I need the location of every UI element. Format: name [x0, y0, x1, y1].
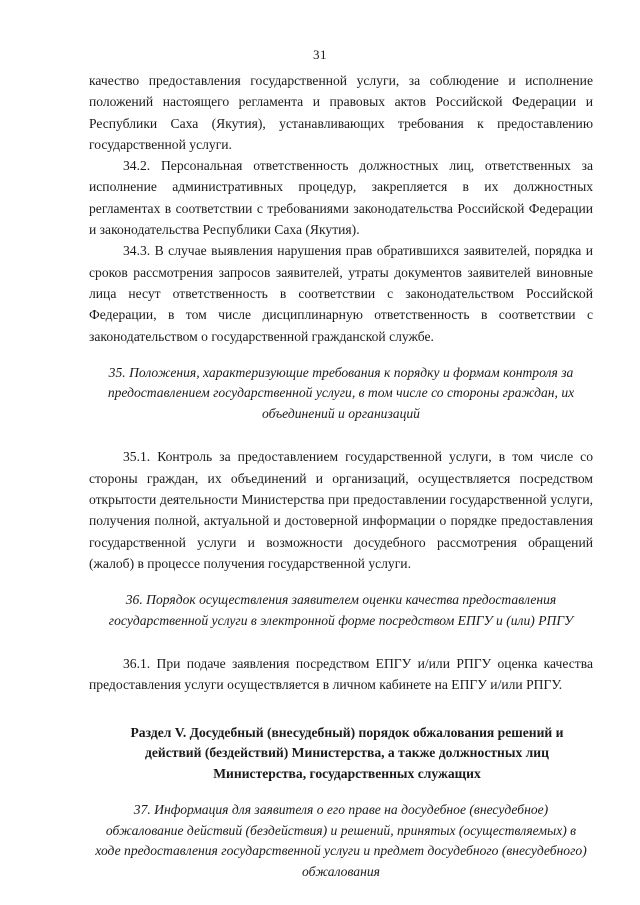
heading-37: 37. Информация для заявителя о его праве на досудебное (внесудебное) обжалование действий (бездействия) и решений, принятых (осуществляемых) в ходе предоставления государственной услуги и предмет досудебного (внесудебного) обжалования — [95, 802, 587, 879]
page-number: 31 — [313, 47, 327, 62]
paragraph-36-1: 36.1. При подаче заявления посредством ЕПГУ и/или РПГУ оценка качества предоставления услуги осуществляется в личном кабинете на ЕПГУ и/или РПГУ. — [89, 656, 593, 693]
paragraph-34-3: 34.3. В случае выявления нарушения прав обратившихся заявителей, порядка и сроков рассмотрения запросов заявителей, утраты документов заявителей виновные лица несут ответственность в соответствии с законодательством Российской Федерации, в том числе дисциплинарную ответственность в соответствии с законодательством о государственной гражданской службе. — [89, 243, 593, 344]
heading-35: 35. Положения, характеризующие требования к порядку и формам контроля за предоставлением государственной услуги, в том числе со стороны граждан, их объединений и организаций — [107, 364, 575, 421]
paragraph-35-1: 35.1. Контроль за предоставлением государственной услуги, в том числе со стороны граждан, их объединений и организаций, осуществляется посредством открытости деятельности Министерства при предоставлении государственной услуги, получения полной, актуальной и достоверной информации о порядке предоставления государственной услуги и возможности досудебного рассмотрения обращений (жалоб) в процессе получения государственной услуги. — [89, 449, 593, 571]
paragraph-continuation: качество предоставления государственной услуги, за соблюдение и исполнение положений настоящего регламента и правовых актов Российской Федерации и Республики Саха (Якутия), устанавливающих требования к предоставлению государственной услуги. — [89, 73, 593, 152]
document-body — [89, 70, 593, 882]
paragraph-34-2: 34.2. Персональная ответственность должностных лиц, ответственных за исполнение административных процедур, закрепляется в их должностных регламентах в соответствии с требованиями законодательства Российской Федерации и законодательства Республики Саха (Якутия). — [89, 158, 593, 238]
section-5-heading: Раздел V. Досудебный (внесудебный) порядок обжалования решений и действий (бездействий) Министерства, а также должностных лиц Министерства, государственных служащих — [130, 724, 564, 781]
heading-36: 36. Порядок осуществления заявителем оценки качества предоставления государственной услуги в электронной форме посредством ЕПГУ и (или) РПГУ — [108, 592, 574, 628]
